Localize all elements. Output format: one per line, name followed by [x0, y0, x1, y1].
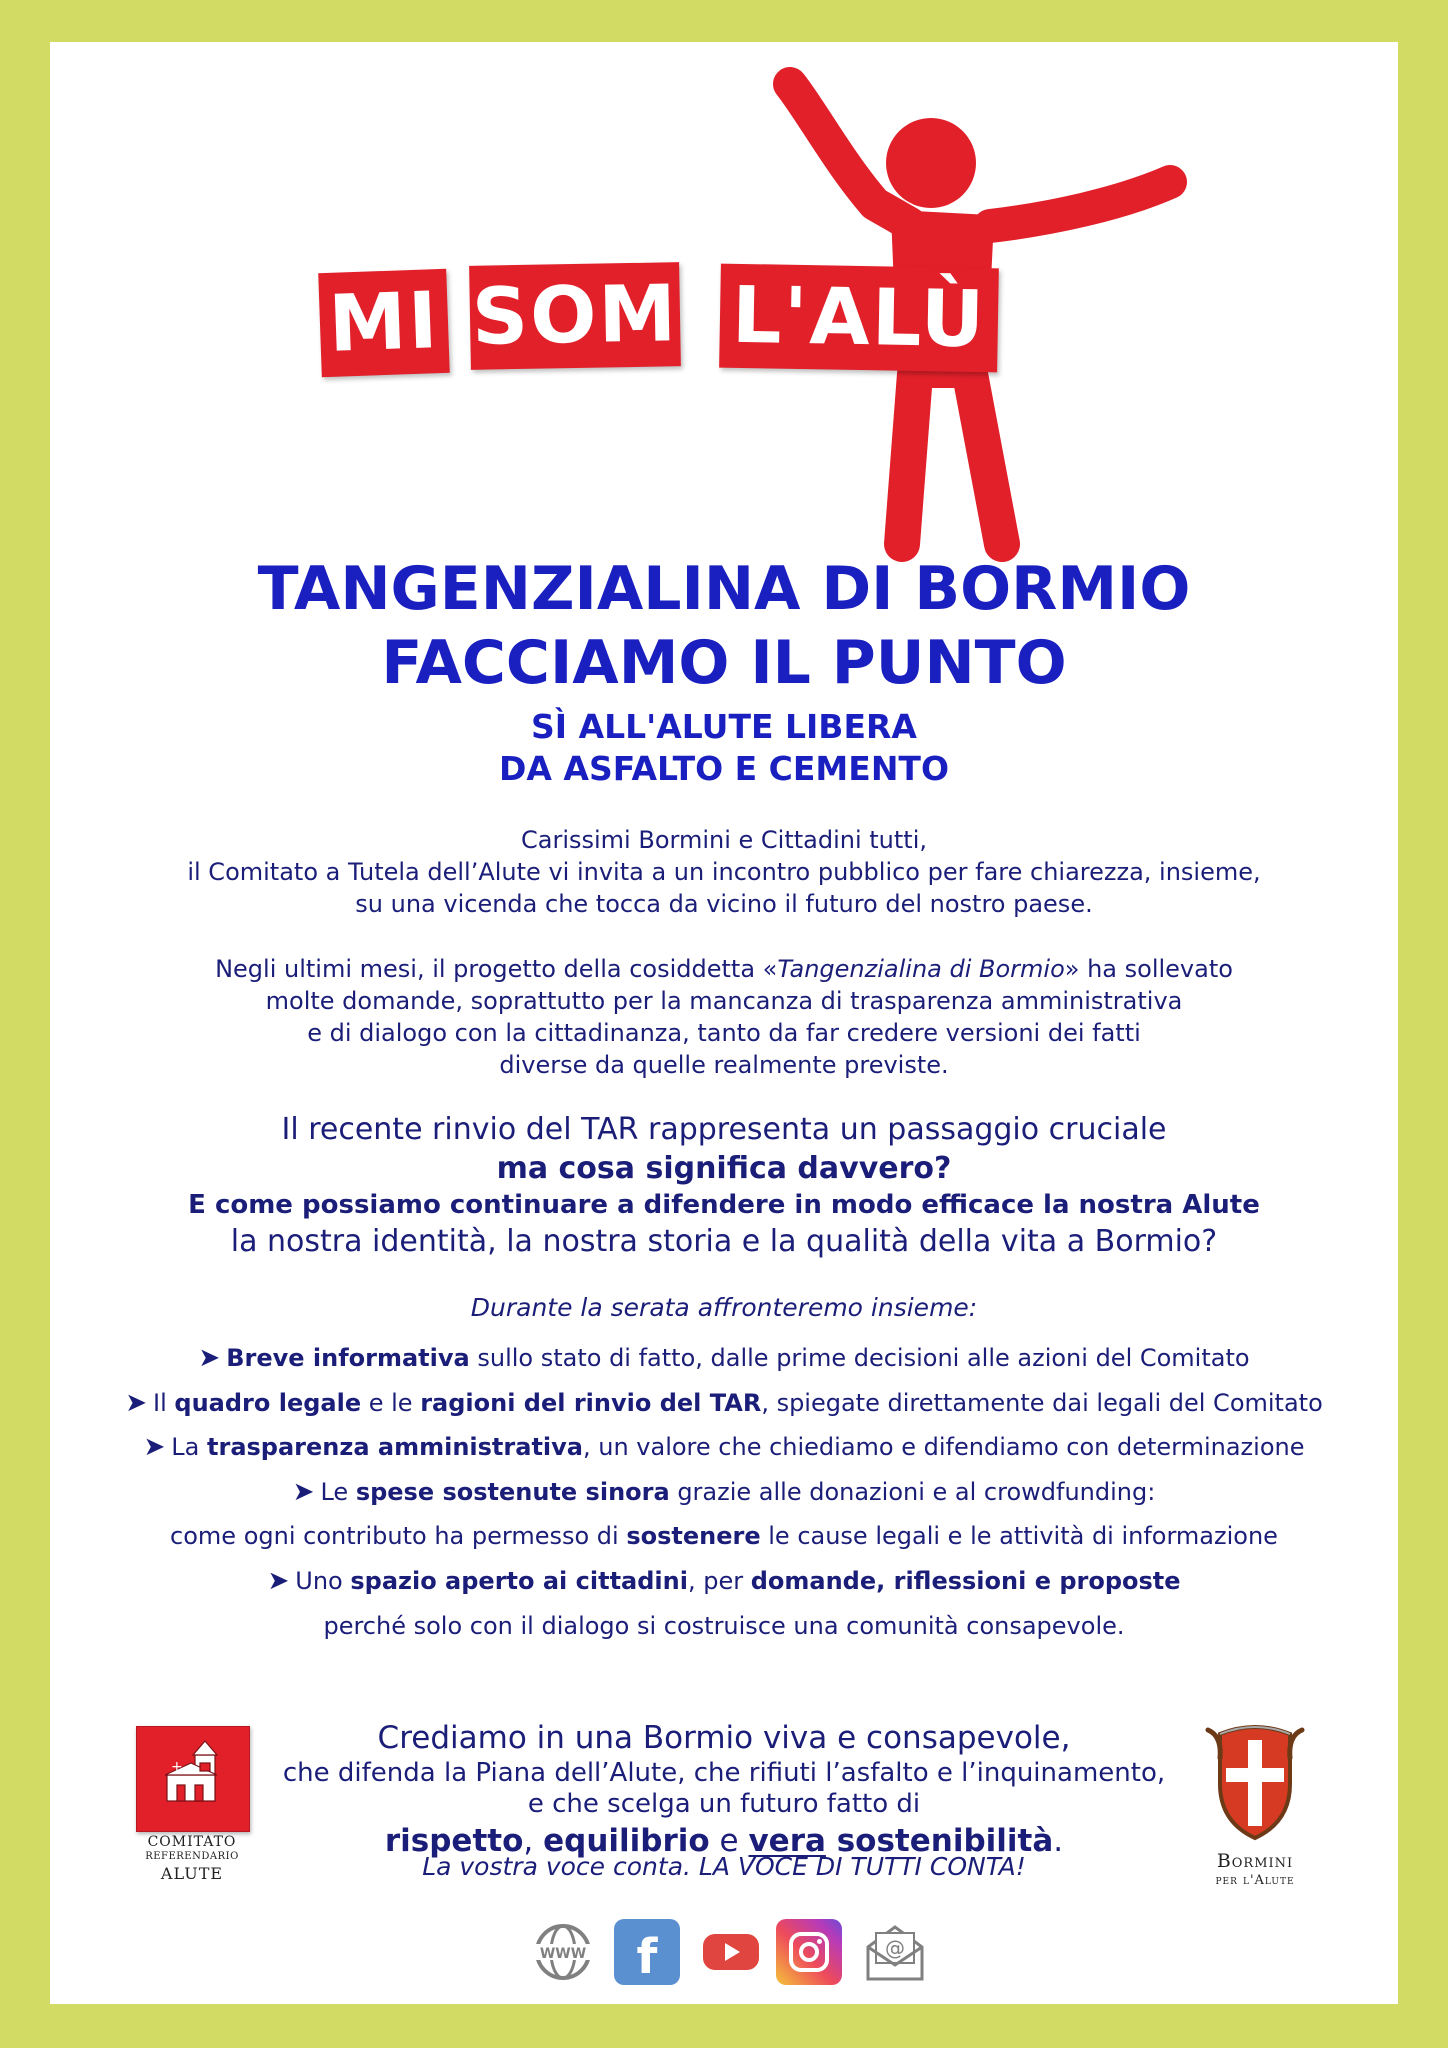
bormini-label: Bormini per l'Alute	[1215, 1850, 1295, 1888]
bormio-crest-icon	[1200, 1718, 1310, 1842]
intro-paragraph: Carissimi Bormini e Cittadini tutti, il Comitato a Tutela dell’Alute vi invita a un incontro pubblico per fare chiarezza, insieme, su una vicenda che tocca da vicino il futuro del nostro paese.	[187, 826, 1261, 918]
svg-text:@: @	[885, 1936, 905, 1960]
context-paragraph: Negli ultimi mesi, il progetto della cosiddetta «Tangenzialina di Bormio» ha sollevato molte domande, soprattutto per la mancanza di trasparenza amministrativa e di dialogo con la cittadinanza, tanto da far credere versioni dei fatti diverse da quelle realmente previste.	[215, 955, 1233, 1079]
logo-word-mi: MI	[318, 269, 450, 377]
main-title: TANGENZIALINA DI BORMIO FACCIAMO IL PUNTO	[257, 554, 1191, 698]
instagram-icon[interactable]	[776, 1919, 842, 1985]
logo-word-alu: L'ALÙ	[699, 263, 1019, 373]
question-block: Il recente rinvio del TAR rappresenta un passaggio cruciale ma cosa significa davvero? E come possiamo continuare a difendere in modo efficace la nostra Alute la nostra identità, la nostra storia e la qualità della vita a Bormio?	[188, 1112, 1260, 1259]
closing-block: Crediamo in una Bormio viva e consapevole, che difenda la Piana dell’Alute, che rifiuti l’asfalto e l’inquinamento, e che scelga un futuro fatto di rispetto, equilibrio e vera sostenibilità.	[282, 1720, 1166, 1859]
list-item: ➤ La trasparenza amministrativa, un valore che chiediamo e difendiamo con determinazione	[143, 1432, 1305, 1463]
list-item: come ogni contributo ha permesso di sostenere le cause legali e le attività di informazione	[170, 1522, 1278, 1551]
slogan: La vostra voce conta. LA VOCE DI TUTTI CONTA!	[422, 1852, 1026, 1881]
youtube-icon[interactable]	[698, 1919, 764, 1985]
subtitle: SÌ ALL'ALUTE LIBERA DA ASFALTO E CEMENTO	[499, 707, 949, 788]
agenda-list	[50, 1336, 1398, 1648]
list-item: ➤ Le spese sostenute sinora grazie alle donazioni e al crowdfunding:	[292, 1476, 1156, 1507]
list-item: ➤ Uno spazio aperto ai cittadini, per domande, riflessioni e proposte	[267, 1565, 1181, 1596]
comitato-label: COMITATO REFERENDARIO ALUTE	[145, 1834, 239, 1883]
facebook-icon[interactable]: f	[614, 1919, 680, 1985]
poster-sheet	[50, 42, 1398, 2004]
church-icon	[137, 1727, 249, 1831]
email-icon[interactable]	[862, 1919, 928, 1985]
globe-icon[interactable]	[530, 1919, 596, 1985]
svg-text:WWW: WWW	[539, 1946, 587, 1962]
svg-text:+: +	[171, 1759, 183, 1775]
agenda-intro: Durante la serata affronteremo insieme:	[470, 1293, 978, 1322]
list-item: ➤ Il quadro legale e le ragioni del rinvio del TAR, spiegate direttamente dai legali del Comitato	[125, 1387, 1323, 1418]
comitato-badge	[136, 1726, 250, 1832]
list-item: perché solo con il dialogo si costruisce una comunità consapevole.	[323, 1611, 1125, 1640]
list-item: ➤ Breve informativa sullo stato di fatto, dalle prime decisioni alle azioni del Comitato	[198, 1343, 1250, 1373]
logo-word-som: SOM	[469, 262, 681, 370]
